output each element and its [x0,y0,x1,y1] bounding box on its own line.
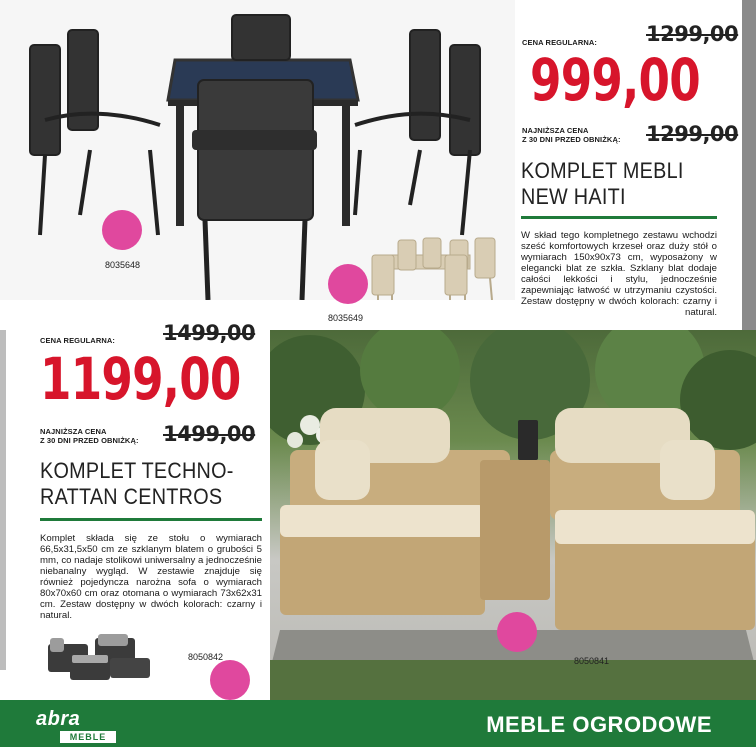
color-swatch-natural [328,264,368,304]
page-edge-strip [0,330,6,670]
product-code-haiti-black: 8035648 [105,260,141,270]
product-code-centros-natural: 8050841 [574,656,610,666]
regular-price-label: CENA REGULARNA: [522,38,597,47]
product-title-line1: KOMPLET MEBLI [521,158,684,183]
lowest-price-label-line1: NAJNIŻSZA CENA [40,427,107,436]
product-title-line2: RATTAN CENTROS [40,484,223,509]
lowest-price-label-line1: NAJNIŻSZA CENA [522,126,589,135]
lowest-price-value: 1299,00 [646,122,739,146]
dining-set-black-illustration [0,0,515,300]
product-photo-sofa-black [40,628,170,686]
page-edge-stripe [742,0,756,330]
product-code-centros-black: 8050842 [188,652,224,662]
title-divider [40,518,262,521]
product-title-line2: NEW HAITI [521,184,626,209]
regular-price-value: 1299,00 [646,22,739,46]
title-divider [521,216,717,219]
section-title: MEBLE OGRODOWE [486,712,712,737]
promo-price: 999,00 [530,46,700,114]
product-photo-dining-set [0,0,515,300]
lowest-price-label-line2: Z 30 DNI PRZED OBNIŻKĄ: [522,135,621,144]
color-swatch-black [102,210,142,250]
color-swatch-natural [497,612,537,652]
promo-price: 1199,00 [40,345,241,413]
color-swatch-black [210,660,250,700]
lowest-price-label-line2: Z 30 DNI PRZED OBNIŻKĄ: [40,436,139,445]
product-description: Komplet składa się ze stołu o wymiarach 66,5x31,5x50 cm ze szklanym blatem o grubości 5 mm, co nadaje stolikowi uniwersalny a jednocześnie niebanalny wygląd. W zestawie znajduje się również pojedyncza narożna sofa o wymiarach 80x70x60 cm oraz otomana o wymiarach 73x62x31 cm. Zestaw dostępny w dwóch kolorach: czarny i natural. [40,533,262,621]
brand-logo-subtext: MEBLE [60,731,116,743]
product-title-line1: KOMPLET TECHNO- [40,458,234,483]
product-code-haiti-natural: 8035649 [328,313,364,323]
regular-price-label: CENA REGULARNA: [40,336,115,345]
brand-logo-text: abra [36,708,81,730]
product-description: W skład tego kompletnego zestawu wchodzi sześć komfortowych krzeseł oraz duży stół o wymiarach 150x90x73 cm, wyposażony w elegancki blat ze szkła. Szklany blat dodaje całości lekkości i stylu, jednocześnie zapewniając łatwość w utrzymaniu czystości. Zestaw dostępny w dwóch kolorach: czarny i natural. [521,230,717,318]
regular-price-value: 1499,00 [163,321,256,345]
lowest-price-value: 1499,00 [163,422,256,446]
